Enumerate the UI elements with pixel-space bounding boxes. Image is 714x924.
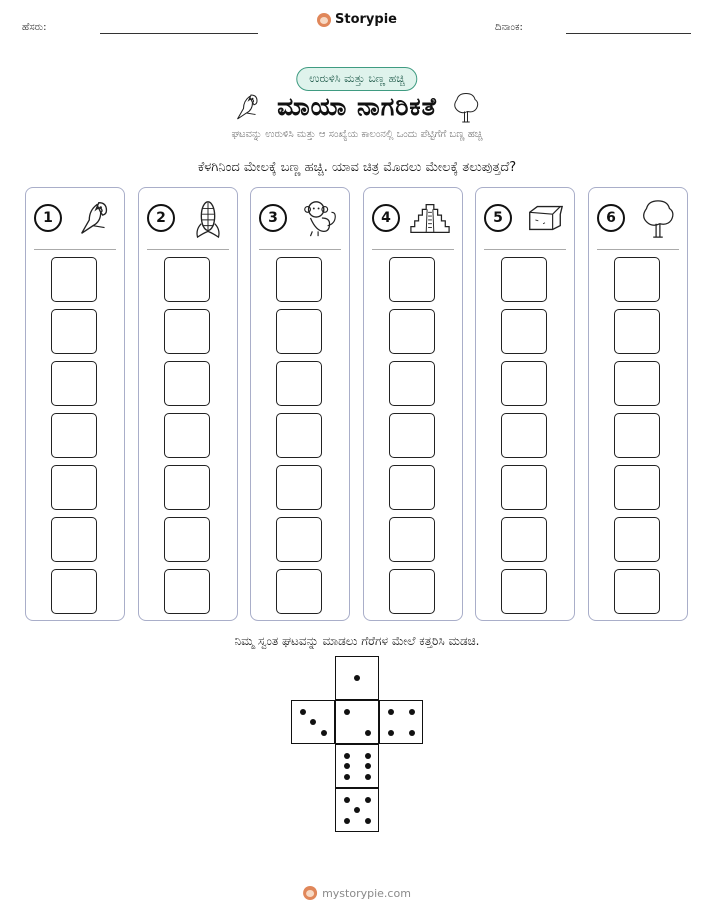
color-box[interactable] [501,309,547,354]
die-face-4 [379,700,423,744]
name-label: ಹೆಸರು: [22,22,47,33]
corn-icon [187,197,229,239]
color-box[interactable] [276,309,322,354]
color-box[interactable] [51,309,97,354]
column-number: 5 [484,204,512,232]
page-title: ಮಾಯಾ ನಾಗರಿಕತೆ [277,92,437,121]
color-box[interactable] [51,517,97,562]
mascot-icon [303,886,317,900]
die-face-5 [335,788,379,832]
subtitle: ಘಟವನ್ನು ಉರುಳಿಸಿ ಮತ್ತು ಆ ಸಂಖ್ಯೆಯ ಕಾಲಂನಲ್ಲಿ ಒಂದು ಪೆಟ್ಟಿಗೆಗೆ ಬಣ್ಣ ಹಚ್ಚಿ [231,129,483,140]
color-box[interactable] [276,465,322,510]
color-box[interactable] [276,257,322,302]
color-box[interactable] [389,309,435,354]
color-box[interactable] [501,569,547,614]
color-box[interactable] [276,413,322,458]
color-box[interactable] [164,465,210,510]
column-number: 6 [597,204,625,232]
color-box[interactable] [276,517,322,562]
color-box[interactable] [389,569,435,614]
brand-name: Storypie [335,12,397,27]
mascot-icon [317,13,331,27]
color-box[interactable] [164,257,210,302]
date-line[interactable] [566,33,691,34]
parrot-icon [74,197,116,239]
tree-icon [451,90,481,124]
activity-badge: ಉರುಳಿಸಿ ಮತ್ತು ಬಣ್ಣ ಹಚ್ಚಿ [296,67,417,91]
color-box[interactable] [164,517,210,562]
column-5 [475,187,575,621]
die-face-6 [335,744,379,788]
question: ಕೆಳಗಿನಿಂದ ಮೇಲಕ್ಕೆ ಬಣ್ಣ ಹಚ್ಚಿ. ಯಾವ ಚಿತ್ರ ಮೊದಲು ಮೇಲಕ್ಕೆ ತಲುಪುತ್ತದೆ? [197,160,517,175]
color-box[interactable] [389,361,435,406]
color-box[interactable] [389,257,435,302]
color-box[interactable] [164,569,210,614]
footer-url: mystorypie.com [322,886,411,900]
monkey-icon [299,197,341,239]
die-face-3 [291,700,335,744]
color-box[interactable] [164,309,210,354]
brand-logo [317,12,397,27]
footer [303,886,411,900]
color-box[interactable] [276,569,322,614]
color-box[interactable] [51,465,97,510]
color-box[interactable] [501,361,547,406]
color-box[interactable] [614,413,660,458]
color-box[interactable] [51,413,97,458]
die-face-1 [335,656,379,700]
column-number: 2 [147,204,175,232]
color-box[interactable] [389,465,435,510]
column-number: 3 [259,204,287,232]
color-box[interactable] [614,309,660,354]
color-box[interactable] [614,465,660,510]
color-box[interactable] [51,569,97,614]
die-face-2 [335,700,379,744]
color-box[interactable] [501,413,547,458]
column-4 [363,187,463,621]
color-box[interactable] [614,517,660,562]
cut-fold-instruction: ನಿಮ್ಮ ಸ್ವಂತ ಘಟವನ್ನು ಮಾಡಲು ಗೆರೆಗಳ ಮೇಲೆ ಕತ್ತರಿಸಿ ಮಡಚಿ. [234,634,480,648]
color-box[interactable] [614,361,660,406]
color-box[interactable] [51,361,97,406]
color-box[interactable] [164,413,210,458]
color-box[interactable] [614,569,660,614]
column-1 [25,187,125,621]
color-box[interactable] [51,257,97,302]
parrot-icon [233,90,263,124]
color-box[interactable] [614,257,660,302]
color-box[interactable] [501,517,547,562]
stone-block-icon [524,197,566,239]
pyramid-icon [406,197,454,239]
color-box[interactable] [501,257,547,302]
column-3 [250,187,350,621]
tree-icon [637,197,679,239]
column-number: 4 [372,204,400,232]
color-box[interactable] [164,361,210,406]
column-2 [138,187,238,621]
date-label: ದಿನಾಂಕ: [495,22,523,33]
column-number: 1 [34,204,62,232]
name-line[interactable] [100,33,258,34]
color-box[interactable] [389,517,435,562]
column-6 [588,187,688,621]
color-box[interactable] [501,465,547,510]
color-box[interactable] [389,413,435,458]
color-box[interactable] [276,361,322,406]
